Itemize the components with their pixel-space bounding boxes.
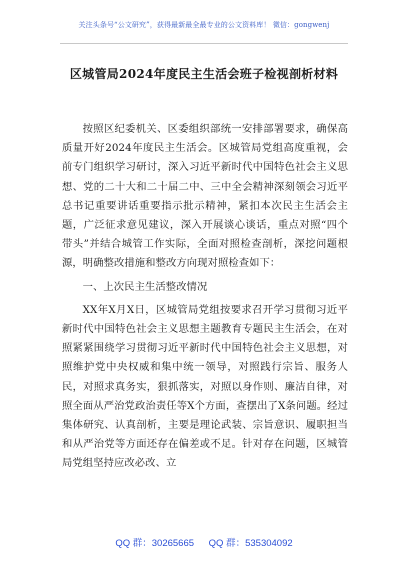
qq-value-1: 30265665 <box>151 538 195 549</box>
section-paragraph: XX年X月X日，区城管局党组按要求召开学习贯彻习近平新时代中国特色社会主义思想主题教育专题民主生活会，在对照紧紧围绕学习贯彻习近平新时代中国特色社会主义思想，对照维护党中央权威和集中统一领导，对照践行宗旨、服务人民，对照求真务实，狠抓落实，对照以身作则、廉洁自律，对照全面从严治党政治责任等X个方面，查摆出了X条问题。经过集体研究、认真剖析，主要是理论武装、宗旨意识、履职担当和从严治党等方面还存在偏差或不足。针对存在问题，区城管局党组坚持应改必改、立 <box>62 303 348 470</box>
intro-paragraph: 按照区纪委机关、区委组织部统一安排部署要求，确保高质量开好2024年度民主生活会。区城管局党组高度重视，会前专门组织学习研讨，深入习近平新时代中国特色社会主义思想、党的二十大和二十届二中、三中全会精神深刻领会习近平总书记重要讲话重要指示批示精神，紧扣本次民主生活会主题，广泛征求意见建议，深入开展谈心谈话，重点对照“四个带头”并结合城管工作实际，全面对照检查剖析，深挖问题根源，明确整改措施和整改方向现对照检查如下： <box>62 123 348 270</box>
qq-group-1 <box>115 538 194 549</box>
section-heading: 一、上次民主生活整改情况 <box>82 280 208 293</box>
qq-label-1: QQ 群： <box>115 538 152 549</box>
header-divider <box>60 43 348 44</box>
qq-group-2 <box>209 538 293 549</box>
qq-value-2: 535304092 <box>245 538 293 549</box>
document-body <box>62 120 348 474</box>
footer-banner <box>0 535 408 549</box>
document-title: 区城管局2024年度民主生活会班子检视剖析材料 <box>69 67 339 81</box>
qq-label-2: QQ 群： <box>208 538 246 549</box>
header-banner: 关注头条号“公文研究”，获得最新最全最专业的公文资料库！ 微信：gongwenj <box>78 21 330 29</box>
